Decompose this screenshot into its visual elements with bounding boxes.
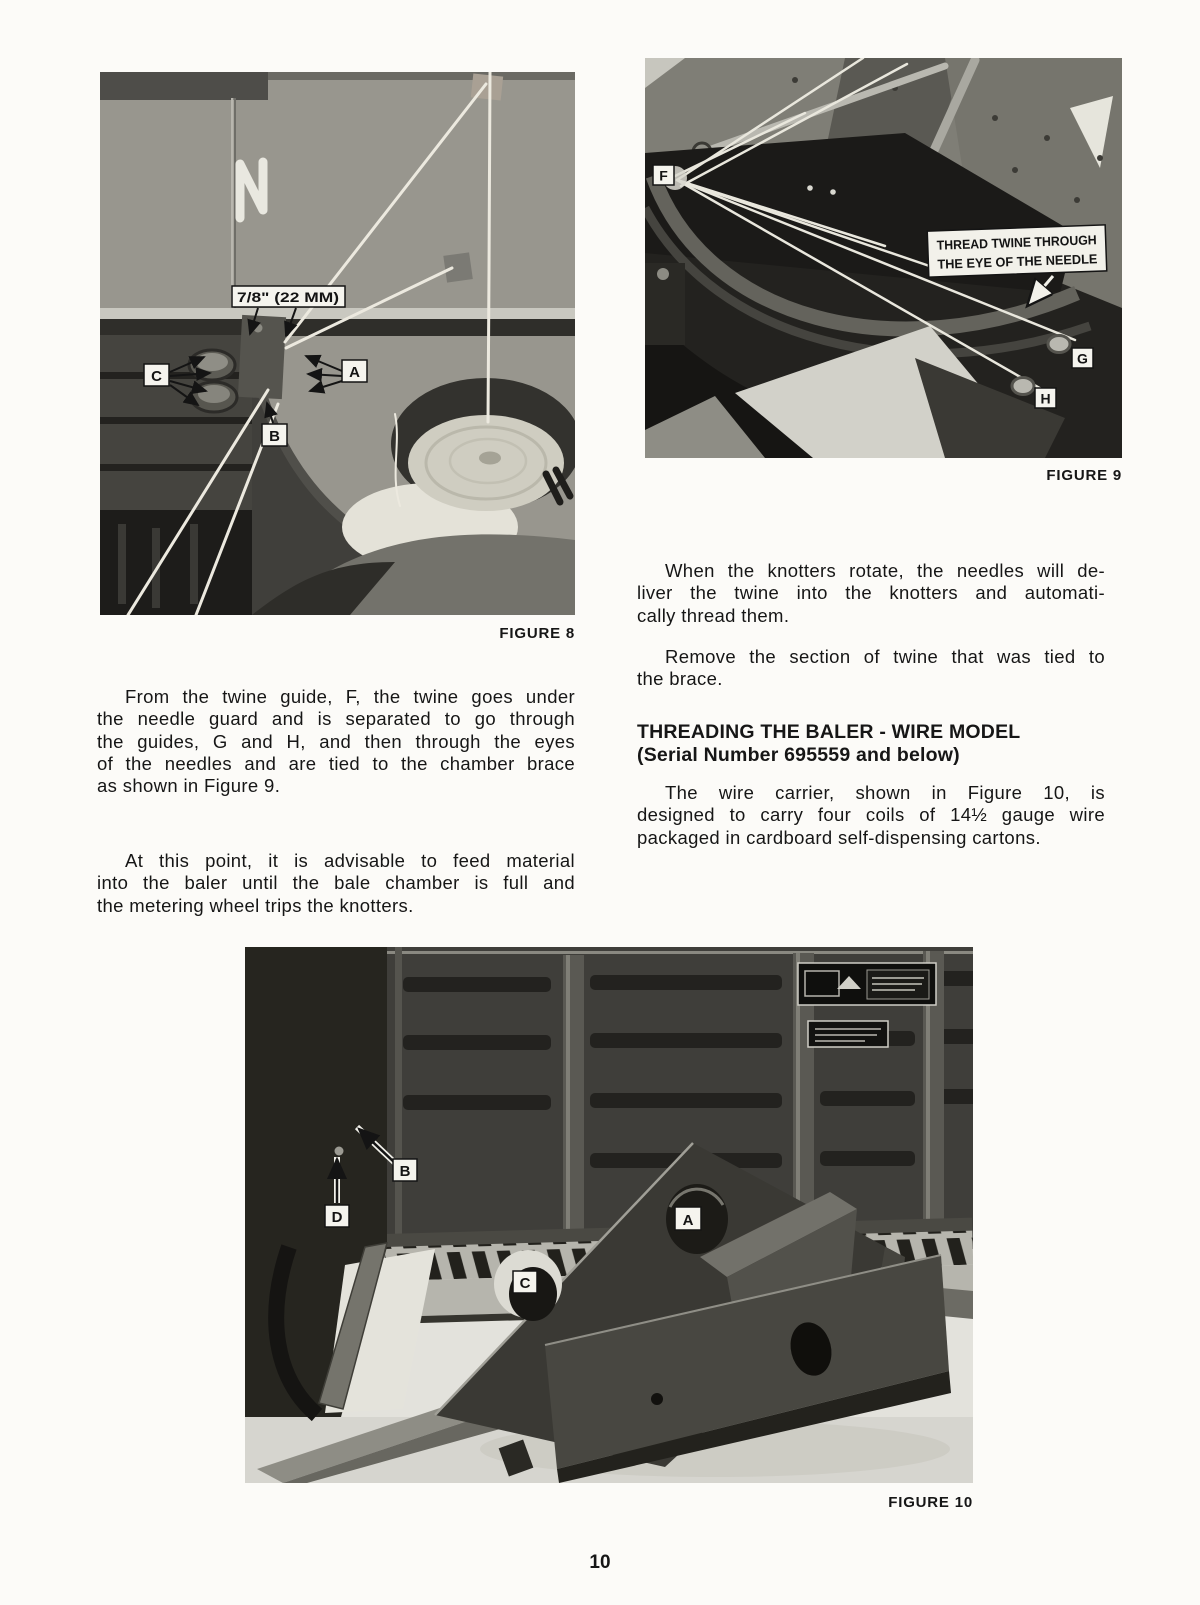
heading-line: (Serial Number 695559 and below) bbox=[637, 744, 960, 766]
svg-text:H: H bbox=[1040, 390, 1051, 407]
text-line: Remove the section of twine that was tied to bbox=[665, 646, 1105, 667]
figure-9-caption: FIGURE 9 bbox=[1046, 467, 1122, 484]
figure-10-photo-art bbox=[245, 947, 973, 1483]
text-line: as shown in Figure 9. bbox=[97, 775, 281, 797]
svg-text:THE EYE OF THE NEEDLE: THE EYE OF THE NEEDLE bbox=[937, 251, 1101, 272]
figure8-label-a bbox=[342, 360, 367, 382]
svg-text:C: C bbox=[151, 368, 162, 385]
left-paragraph-1 bbox=[97, 686, 575, 797]
text-line: into the baler until the bale chamber is full and bbox=[97, 872, 575, 894]
left-paragraph-2 bbox=[97, 850, 575, 917]
svg-text:A: A bbox=[349, 364, 360, 381]
svg-text:A: A bbox=[682, 1212, 694, 1229]
figure8-label-c bbox=[144, 364, 169, 386]
figure10-label-b bbox=[393, 1159, 417, 1181]
figure10-label-c bbox=[513, 1271, 537, 1293]
figure10-label-d bbox=[325, 1205, 349, 1227]
text-line: of the needles and are tied to the chamber brace bbox=[97, 752, 575, 774]
figure-10-caption: FIGURE 10 bbox=[888, 1494, 973, 1511]
svg-text:B: B bbox=[269, 428, 280, 445]
heading-line: THREADING THE BALER - WIRE MODEL bbox=[637, 721, 1021, 743]
text-line: When the knotters rotate, the needles will de- bbox=[665, 560, 1105, 581]
figure9-label-g bbox=[1072, 348, 1093, 368]
figure9-label-f bbox=[653, 165, 674, 185]
right-paragraph-1 bbox=[637, 560, 1105, 627]
text-line: liver the twine into the knotters and automati- bbox=[637, 582, 1105, 604]
text-line: the brace. bbox=[637, 668, 723, 690]
text-line: The wire carrier, shown in Figure 10, is bbox=[665, 782, 1105, 803]
figure-8-photo-art bbox=[100, 72, 575, 615]
figure8-label-b bbox=[262, 424, 287, 446]
figure9-label-h bbox=[1035, 388, 1056, 408]
text-line: packaged in cardboard self-dispensing cartons. bbox=[637, 826, 1041, 848]
text-line: designed to carry four coils of 14½ gauge wire bbox=[637, 804, 1105, 826]
figure-9-photo bbox=[645, 58, 1122, 458]
svg-text:THREAD TWINE THROUGH: THREAD TWINE THROUGH bbox=[936, 231, 1106, 253]
figure-9-photo-art bbox=[645, 58, 1122, 458]
figure10-label-a bbox=[675, 1207, 701, 1230]
text-line: the metering wheel trips the knotters. bbox=[97, 894, 414, 916]
svg-text:G: G bbox=[1077, 350, 1088, 367]
svg-text:B: B bbox=[399, 1163, 411, 1180]
text-line: the guides, G and H, and then through the eyes bbox=[97, 730, 575, 752]
figure-10-photo bbox=[245, 947, 973, 1483]
page-number: 10 bbox=[589, 1552, 611, 1573]
figure-8-photo bbox=[100, 72, 575, 615]
svg-text:F: F bbox=[659, 167, 668, 184]
figure9-callout bbox=[927, 225, 1106, 277]
section-heading bbox=[637, 721, 1109, 767]
text-line: the needle guard and is separated to go through bbox=[97, 708, 575, 730]
right-paragraph-2 bbox=[637, 646, 1105, 691]
text-line: At this point, it is advisable to feed material bbox=[125, 850, 575, 871]
right-paragraph-3 bbox=[637, 782, 1105, 849]
figure-8-caption: FIGURE 8 bbox=[499, 625, 575, 642]
svg-text:C: C bbox=[519, 1275, 531, 1292]
svg-text:7/8" (22 MM): 7/8" (22 MM) bbox=[237, 290, 339, 305]
figure8-measurement-label bbox=[232, 286, 345, 307]
svg-text:D: D bbox=[331, 1209, 343, 1226]
text-line: cally thread them. bbox=[637, 604, 790, 626]
text-line: From the twine guide, F, the twine goes under bbox=[125, 686, 575, 707]
